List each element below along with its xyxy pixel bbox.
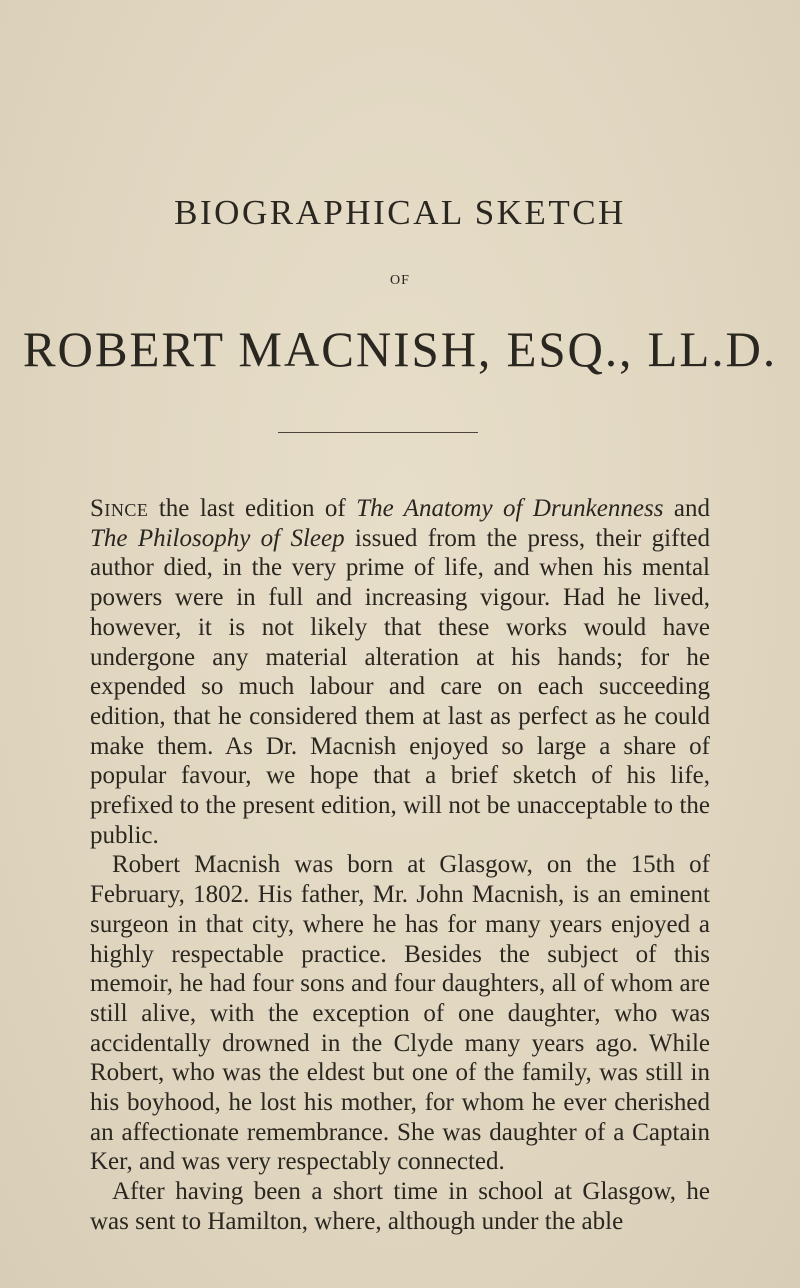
body-text [90,494,710,1237]
title-rule [278,432,478,433]
lead-word: Since [90,495,149,522]
title-connector: OF [390,273,410,288]
subject-name: ROBERT MACNISH, ESQ., LL.D. [22,321,778,377]
book-title-anatomy: The Anatomy of Drunkenness [356,495,664,522]
paragraph-3: After having been a short time in school at Glasgow, he was sent to Hamilton, where, although under the able [90,1178,710,1235]
section-title: BIOGRAPHICAL SKETCH [174,193,626,232]
paragraph-1-segment: the last edition of [148,495,357,522]
paragraph-2: Robert Macnish was born at Glasgow, on the 15th of February, 1802. His father, Mr. John Macnish, is an eminent surgeon in that city, where he has for many years enjoyed a highly respectable practice. Besides the subject of this memoir, he had four sons and four daughters, all of whom are still alive, with the exception of one daughter, who was accidentally drowned in the Clyde many years ago. While Robert, who was the eldest but one of the family, was still in his boyhood, he lost his mother, for whom he ever cherished an affectionate remembrance. She was daughter of a Captain Ker, and was very respectably connected. [90,851,710,1176]
book-title-sleep: The Philosophy of Sleep [90,524,345,552]
paragraph-1 [90,494,710,850]
paragraph-1-segment: issued from the press, their gifted author died, in the very prime of life, and when his mental powers were in full and increasing vigour. Had he lived, however, it is not likely that these works would have undergone any material alteration at his hands; for he expended so much labour and care on each succeeding edition, that he considered them at last as perfect as he could make them. As Dr. Macnish enjoyed so large a share of popular favour, we hope that a brief sketch of his life, prefixed to the present edition, will not be unacceptable to the public. [90,524,710,849]
paragraph-1-segment: and [663,495,710,522]
